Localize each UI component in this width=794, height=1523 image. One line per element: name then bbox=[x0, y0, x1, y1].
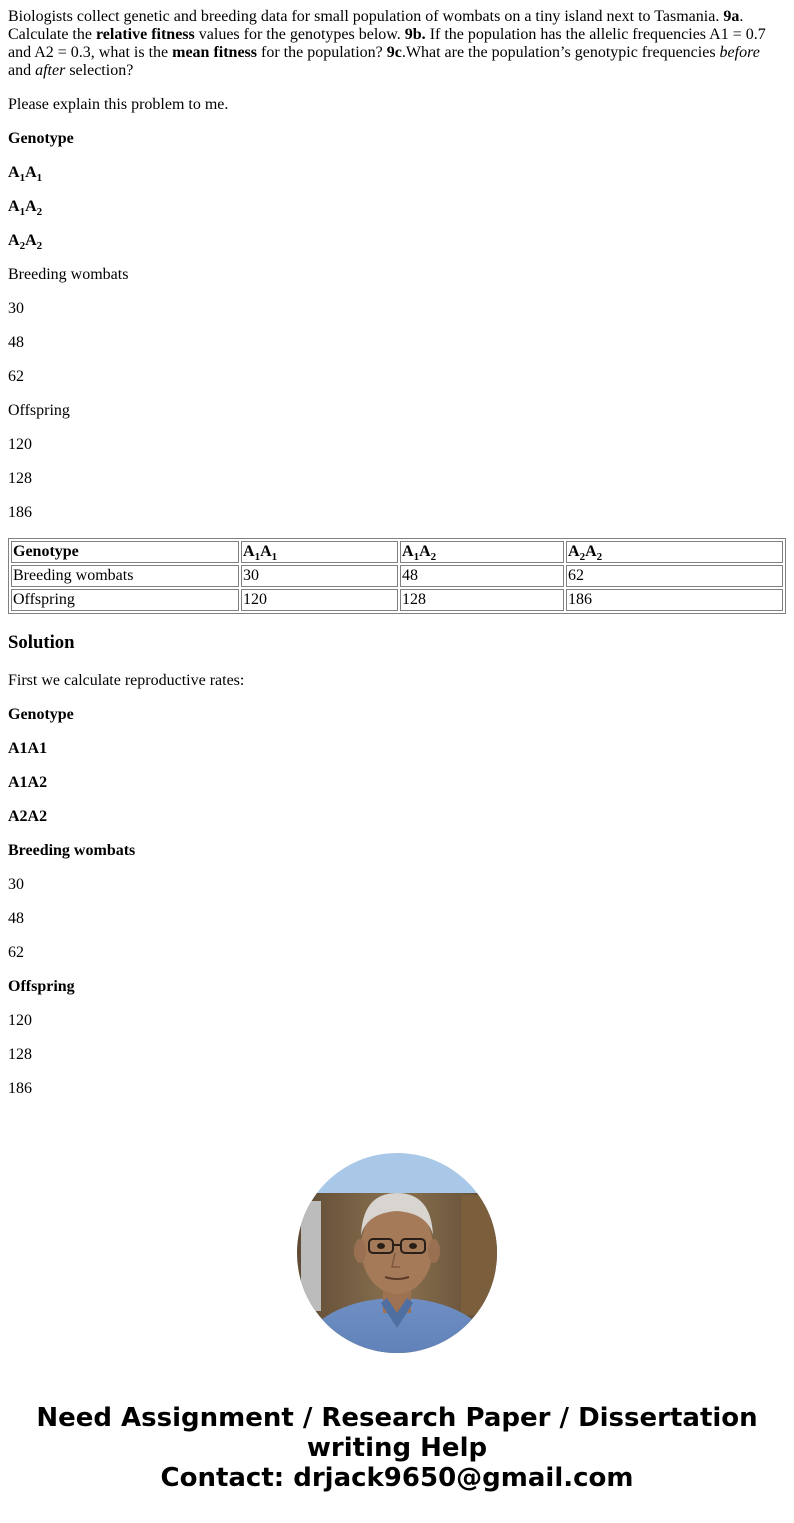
genotype-a1a2: $A_1A_2$ bbox=[8, 198, 43, 219]
explain-request: Please explain this problem to me. bbox=[8, 96, 229, 113]
table-cell: 120 bbox=[241, 589, 398, 611]
question-text: Biologists collect genetic and breeding data for small population of wombats on a tiny island next to Tasmania. 9a. Calculate the relative fitness values for the genotypes below. 9b. If the population has the allelic frequencies A1 = 0.7 and A2 = 0.3, what is the mean fitness for the population? 9c.What are the population’s genotypic frequencies before and after selection? bbox=[8, 8, 766, 79]
offspring-value: 128 bbox=[8, 470, 32, 487]
solution-breeding-value: 62 bbox=[8, 944, 24, 961]
author-avatar bbox=[297, 1153, 497, 1353]
banner-line: writing Help bbox=[306, 1433, 488, 1463]
offspring-value: 186 bbox=[8, 504, 32, 521]
solution-breeding-value: 48 bbox=[8, 910, 24, 927]
genotype-a2a2: $A_2A_2$ bbox=[8, 232, 43, 253]
assignment-help-banner bbox=[0, 1403, 794, 1493]
solution-genotype: A1A2 bbox=[8, 774, 48, 791]
solution-offspring-value: 186 bbox=[8, 1080, 32, 1097]
genotype-heading: Genotype bbox=[8, 130, 74, 147]
offspring-value: 120 bbox=[8, 436, 32, 453]
breeding-value: 62 bbox=[8, 368, 24, 385]
table-row bbox=[11, 565, 783, 587]
author-photo bbox=[297, 1153, 497, 1353]
table-cell: 48 bbox=[400, 565, 564, 587]
table-cell: 128 bbox=[400, 589, 564, 611]
breeding-value: 30 bbox=[8, 300, 24, 317]
solution-breeding-label: Breeding wombats bbox=[8, 842, 136, 859]
breeding-value: 48 bbox=[8, 334, 24, 351]
table-header-cell: $A_1A_1$ bbox=[241, 541, 398, 563]
solution-genotype: A1A1 bbox=[8, 740, 48, 757]
solution-intro: First we calculate reproductive rates: bbox=[8, 672, 245, 689]
solution-offspring-label: Offspring bbox=[8, 978, 75, 995]
solution-genotype: A2A2 bbox=[8, 808, 48, 825]
solution-heading: Solution bbox=[8, 632, 75, 653]
document-body bbox=[8, 8, 786, 1114]
solution-breeding-value: 30 bbox=[8, 876, 24, 893]
banner-line: Need Assignment / Research Paper / Dissertation bbox=[36, 1403, 758, 1433]
table-cell: 186 bbox=[566, 589, 783, 611]
table-row bbox=[11, 589, 783, 611]
table-header-cell: Genotype bbox=[11, 541, 239, 563]
table-header-cell: $A_2A_2$ bbox=[566, 541, 783, 563]
offspring-label: Offspring bbox=[8, 402, 70, 419]
table-cell: Offspring bbox=[11, 589, 239, 611]
solution-offspring-value: 128 bbox=[8, 1046, 32, 1063]
genotype-table bbox=[8, 538, 786, 614]
table-cell: 62 bbox=[566, 565, 783, 587]
contact-line: Contact: drjack9650@gmail.com bbox=[160, 1463, 634, 1493]
breeding-label: Breeding wombats bbox=[8, 266, 129, 283]
table-row bbox=[11, 541, 783, 563]
genotype-a1a1: $A_1A_1$ bbox=[8, 164, 43, 185]
table-cell: Breeding wombats bbox=[11, 565, 239, 587]
solution-offspring-value: 120 bbox=[8, 1012, 32, 1029]
table-cell: 30 bbox=[241, 565, 398, 587]
table-header-cell: $A_1A_2$ bbox=[400, 541, 564, 563]
solution-genotype-heading: Genotype bbox=[8, 706, 74, 723]
